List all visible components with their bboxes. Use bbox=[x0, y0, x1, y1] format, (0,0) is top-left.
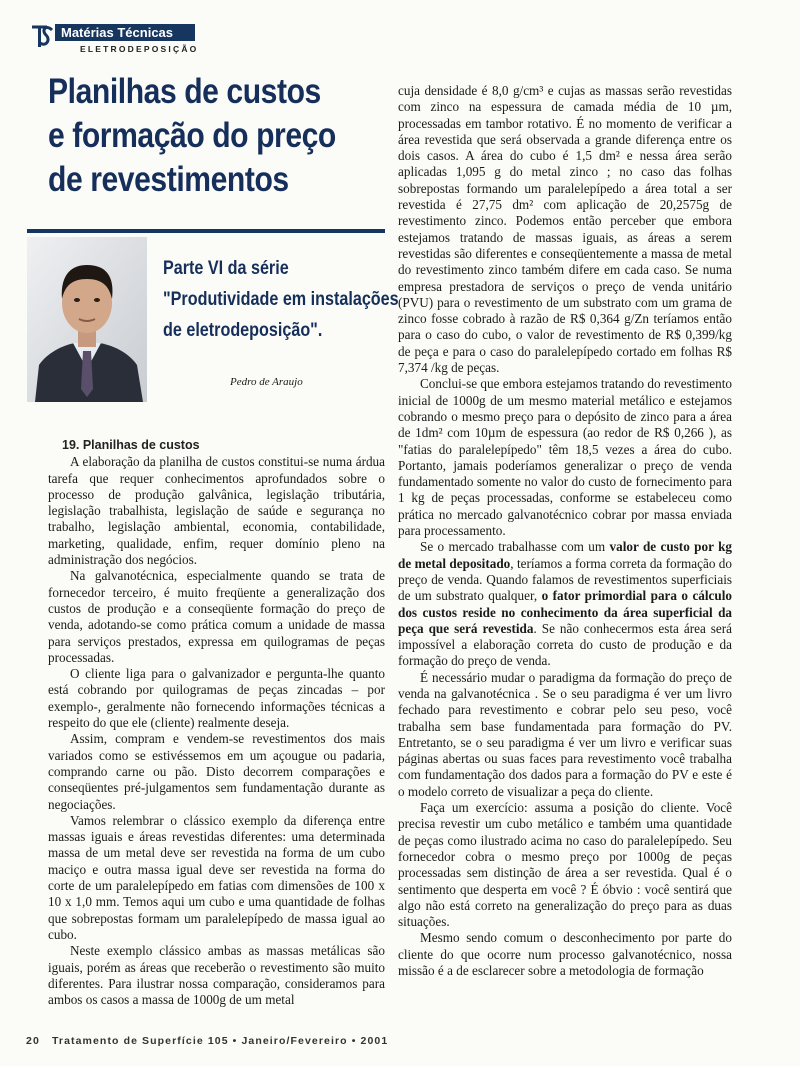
body-paragraph: A elaboração da planilha de custos constitui-se numa árdua tarefa que requer conhecimentos aprofundados sobre o processo de produção galvânica, legislação tributária, legislação trabalhista, legislação de saúde e segurança no trabalho, legislação ambiental, economia, contabilidade, marketing, qualidade, enfim, requer domínio pleno na administração dos negócios. bbox=[48, 454, 385, 568]
title-divider bbox=[27, 229, 385, 233]
left-column bbox=[48, 437, 385, 1008]
series-line: "Produtividade em instalações bbox=[163, 289, 399, 310]
section-heading: 19. Planilhas de custos bbox=[62, 438, 200, 452]
right-column bbox=[398, 83, 732, 979]
text-run: Se o mercado trabalhasse com um bbox=[420, 539, 610, 555]
bold-run: valor de custo por kg de metal depositado bbox=[398, 539, 732, 571]
body-paragraph: Conclui-se que embora estejamos tratando do revestimento inicial de 1000g de um mesmo material metálico e estejamos cobrando o mesmo preço para o depósito de zinco para a área de 1dm² com 10µm de espessura (ao redor de R$ 0,266 ), as "fatias do paralelepípedo" têm 18,5 vezes a área do cubo. Portanto, jamais poderíamos generalizar o preço de venda fundamentado somente no valor do custo de fornecimento para 1 kg de peças processadas, conforme se estabeleceu como prática no mercado galvanotécnico cobrar por massa enviada para processamento. bbox=[398, 376, 733, 539]
author-byline: Pedro de Araujo bbox=[230, 376, 303, 388]
bold-run: o fator primordial para o cálculo dos custos reside no conhecimento da área superficial da peça que será revestida bbox=[398, 588, 733, 636]
body-paragraph: O cliente liga para o galvanizador e pergunta-lhe quanto está cobrando por quilogramas de peças zincadas – por exemplo-, geralmente não fornecendo informações técnicas a respeito do que ele (cliente) realmente deseja. bbox=[48, 666, 385, 731]
title-line: de revestimentos bbox=[48, 160, 289, 199]
body-paragraph: Neste exemplo clássico ambas as massas metálicas são iguais, porém as áreas que receberão o revestimento são muito diferentes. Para ilustrar nossa comparação, consideramos para ambos os casos a massa de 1000g de um metal bbox=[48, 943, 385, 1008]
footer-text: Tratamento de Superfície 105 • Janeiro/Fevereiro • 2001 bbox=[51, 1035, 389, 1047]
body-paragraph-emphasis bbox=[398, 539, 732, 669]
body-paragraph: Vamos relembrar o clássico exemplo da diferença entre massas iguais e áreas revestidas diferentes: uma determinada massa de um metal deve ser revestida na forma de um cubo maciço e outra massa igual deve ser revestida na forma do corte de um paralelepípedo em fatias com dimensões de 100 x 10 x 1,0 mm. Temos aqui um cubo e uma quantidade de folhas que sobrepostas formam um paralelepípedo de massa igual ao cubo. bbox=[48, 812, 385, 942]
page-number: 20 bbox=[26, 1035, 40, 1047]
series-subtitle bbox=[163, 253, 399, 346]
body-paragraph: Faça um exercício: assuma a posição do cliente. Você precisa revestir um cubo metálico e também uma quantidade de peças como ilustrado acima no caso do paralelepípedo. Seu fornecedor cobra o mesmo preço por 1000g de peças processadas sem distinção de área a ser revestida. Qual é o sentimento que desperta em você ? É óbvio : você sentirá que algo não está correto na generalização do preço para as duas situações. bbox=[398, 800, 732, 930]
body-paragraph: Na galvanotécnica, especialmente quando se trata de fornecedor terceiro, é muito freqüente a generalização dos custos de produção e a conseqüente formação do preço de venda, adotando-se como prática comum a unidade de massa para serviços prestados, expressa em quilogramas de peças processadas. bbox=[48, 568, 385, 665]
ts-logo-icon bbox=[30, 22, 54, 50]
title-line: Planilhas de custos bbox=[48, 72, 321, 111]
body-paragraph: cuja densidade é 8,0 g/cm³ e cujas as massas serão revestidas com zinco na espessura de camada média de 10 µm, processadas em tambor rotativo. É no momento de verificar a área revestida que será observada a grande diferença entre os dois casos. A área do cubo é 1,5 dm² e nessa área serão aplicadas 1,095 g do metal zinco ; no caso das folhas sobrepostas formando um paralelepípedo a área total a ser revestida é 27,75 dm² com aplicação de 20,2575g de revestimento zinco. Podemos então perceber que embora estejamos tratando de massas iguais, as áreas a serem revestidas são diferentes e conseqüentemente a massa de metal do revestimento zinco também difere em cada caso. Se numa empresa prestadora de serviços o preço de venda unitário (PVU) para o revestimento de um substrato com um grama de zinco fosse cobrado à razão de R$ 0,364 g/Zn teríamos então para o caso do cubo, o valor de revestimento de R$ 0,399/kg de peça e para o caso do paralelepípedo cortado em folhas R$ 7,374 /kg de peças. bbox=[398, 83, 732, 376]
title-line: e formação do preço bbox=[48, 116, 336, 155]
body-paragraph: Mesmo sendo comum o desconhecimento por parte do cliente do que ocorre num processo galvanotécnico, nossa missão é a de esclarecer sobre a metodologia de formação bbox=[398, 930, 732, 979]
article-title bbox=[48, 70, 336, 202]
series-line: de eletrodeposição". bbox=[163, 320, 323, 341]
section-tag: Matérias Técnicas bbox=[55, 24, 195, 41]
section-subtitle: ELETRODEPOSIÇÃO bbox=[80, 44, 199, 54]
page-footer bbox=[26, 1035, 388, 1047]
series-line: Parte VI da série bbox=[163, 258, 289, 279]
text-run: . Se não conhecermos esta área será impossível a elaboração correta do custo de produção e da formação do preço de venda. bbox=[398, 620, 732, 669]
body-paragraph: É necessário mudar o paradigma da formação do preço de venda na galvanotécnica . Se o seu paradigma é ver um livro fechado para revestimento e cobrar pelo seu peso, você trabalha sem base fundamentada para formação do PV. Entretanto, se o seu paradigma é ver um livro e verificar suas páginas abertas ou suas faces para revestimento você trabalha com fundamentação dos dados para a formação do PV e este é o modelo correto de visualizar a peça do cliente. bbox=[398, 669, 732, 799]
body-paragraph: Assim, compram e vendem-se revestimentos dos mais variados como se estivéssemos em um açougue ou padaria, comprando carne ou pão. Disto decorrem comparações e conseqüentes pré-julgamentos sem fundamentação durante as negociações. bbox=[48, 731, 385, 812]
text-run: , teríamos a forma correta da formação do preço de venda. Quando falamos de revestimentos superficiais de um substrato qualquer, bbox=[398, 555, 732, 604]
author-photo bbox=[27, 237, 147, 402]
